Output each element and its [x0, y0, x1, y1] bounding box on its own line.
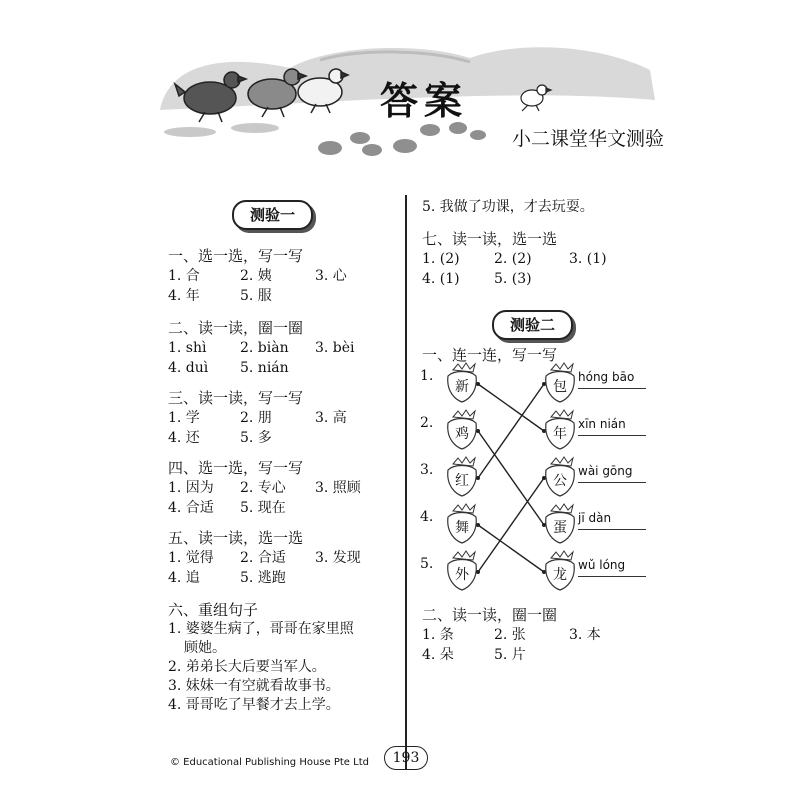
- answer-row: [422, 269, 607, 289]
- answer-row: [168, 286, 361, 306]
- left-character: 外: [455, 567, 469, 583]
- answer: 5. 多: [240, 430, 272, 446]
- answer: 2. 张: [494, 627, 526, 643]
- answer: 4. 还: [168, 430, 200, 446]
- answer-row: [422, 645, 601, 665]
- answer: 3. 发现: [315, 550, 361, 566]
- left-sections: [168, 245, 361, 715]
- page-subtitle: 小二课堂华文测验: [512, 128, 665, 150]
- answer: 2. 姨: [240, 268, 272, 284]
- answer-line: [578, 482, 646, 483]
- pinyin-answer: wǔ lóng: [578, 558, 626, 572]
- left-character: 新: [455, 379, 469, 395]
- pinyin-answer: hóng bāo: [578, 370, 635, 384]
- connection-line: [478, 384, 544, 431]
- answer: 3. bèi: [315, 340, 355, 356]
- answer: 4. 追: [168, 570, 200, 586]
- answer: 2. 合适: [240, 550, 286, 566]
- section-title: 二、读一读，圈一圈: [168, 319, 304, 337]
- answer-row: [168, 498, 361, 518]
- section-title: 五、读一读，选一选: [168, 529, 304, 547]
- sentence: 5. 我做了功课，才去玩耍。: [422, 199, 594, 215]
- answer-row: [168, 478, 361, 498]
- section-5: [168, 527, 361, 599]
- answer: 1. 条: [422, 627, 454, 643]
- left-character: 鸡: [455, 426, 469, 442]
- connection-line: [478, 384, 544, 478]
- answer: 5. nián: [240, 360, 289, 376]
- answer-row: [168, 338, 361, 358]
- answer: 5. 现在: [240, 500, 286, 516]
- connection-line: [478, 431, 544, 525]
- section-4: [168, 457, 361, 527]
- answer: 1. 合: [168, 268, 200, 284]
- answer-row: [422, 249, 607, 269]
- right-character: 年: [553, 426, 567, 442]
- answer-row: [168, 358, 361, 378]
- copyright: © Educational Publishing House Pte Ltd: [170, 757, 369, 768]
- answer: 4. 朵: [422, 647, 454, 663]
- connection-line: [478, 478, 544, 572]
- section-title: 七、读一读，选一选: [422, 230, 558, 248]
- match-number: 4.: [420, 509, 434, 525]
- test2-section-2: [422, 604, 601, 665]
- match-number: 5.: [420, 556, 434, 572]
- answer: 5. 片: [494, 647, 526, 663]
- sentence: 2. 弟弟长大后要当军人。: [168, 659, 326, 675]
- section-title: 六、重组句子: [168, 601, 259, 619]
- section-title: 三、读一读，写一写: [168, 389, 304, 407]
- column-divider: [405, 195, 407, 770]
- match-number: 2.: [420, 415, 434, 431]
- answer-row: [168, 568, 361, 588]
- sentence: 3. 妹妹一有空就看故事书。: [168, 678, 340, 694]
- answer: 1. shì: [168, 340, 207, 356]
- answer: 2. 朋: [240, 410, 272, 426]
- answer-line: [578, 388, 646, 389]
- sentence: 1. 婆婆生病了，哥哥在家里照: [168, 621, 354, 637]
- matching-diagram: [420, 362, 660, 592]
- pinyin-answer: jī dàn: [578, 511, 612, 525]
- match-number: 1.: [420, 368, 434, 384]
- section-6-reorder: [168, 599, 361, 715]
- answer-row: [168, 548, 361, 568]
- right-character: 蛋: [553, 520, 567, 536]
- pinyin-answer: wài gōng: [578, 464, 633, 478]
- page-number: 193: [384, 746, 428, 770]
- answer: 4. 合适: [168, 500, 214, 516]
- answer-line: [578, 435, 646, 436]
- left-character: 红: [455, 473, 469, 489]
- answer: 3. (1): [569, 251, 607, 267]
- pinyin-answer: xīn nián: [578, 417, 626, 431]
- answer: 4. duì: [168, 360, 209, 376]
- answer-line: [578, 576, 646, 577]
- answer: 2. (2): [494, 251, 532, 267]
- stones: [164, 122, 486, 156]
- answer: 1. 学: [168, 410, 200, 426]
- right-character: 公: [553, 473, 567, 489]
- connection-line: [478, 525, 544, 572]
- test2-badge: 测验二: [492, 310, 573, 340]
- answer: 3. 本: [569, 627, 601, 643]
- section-title: 四、选一选，写一写: [168, 459, 304, 477]
- answer: 5. (3): [494, 271, 532, 287]
- sentence: 4. 哥哥吃了早餐才去上学。: [168, 697, 340, 713]
- answer-row: [422, 625, 601, 645]
- answer: 5. 服: [240, 288, 272, 304]
- match-number: 3.: [420, 462, 434, 478]
- answer: 4. (1): [422, 271, 460, 287]
- answer: 5. 逃跑: [240, 570, 286, 586]
- right-character: 龙: [553, 567, 567, 583]
- section-title: 一、选一选，写一写: [168, 247, 304, 265]
- answer: 1. 觉得: [168, 550, 214, 566]
- right-character: 包: [553, 379, 567, 395]
- answer: 1. (2): [422, 251, 460, 267]
- answer: 3. 心: [315, 268, 347, 284]
- section-2: [168, 317, 361, 387]
- test1-badge: 测验一: [232, 200, 313, 230]
- answer: 3. 照顾: [315, 480, 361, 496]
- answer-row: [168, 266, 361, 286]
- section-title: 二、读一读，圈一圈: [422, 606, 558, 624]
- answer: 3. 高: [315, 410, 347, 426]
- answer: 2. 专心: [240, 480, 286, 496]
- answer: 2. biàn: [240, 340, 289, 356]
- section-7: [422, 228, 607, 289]
- section-1: [168, 245, 361, 317]
- section-title: 一、连一连，写一写: [422, 346, 558, 364]
- page-title: 答案: [380, 79, 469, 123]
- answer-row: [168, 408, 361, 428]
- left-character: 舞: [455, 520, 469, 536]
- answer-line: [578, 529, 646, 530]
- answer: 4. 年: [168, 288, 200, 304]
- answer: 1. 因为: [168, 480, 214, 496]
- sentence: 顾她。: [184, 640, 226, 656]
- section-3: [168, 387, 361, 457]
- answer-row: [168, 428, 361, 448]
